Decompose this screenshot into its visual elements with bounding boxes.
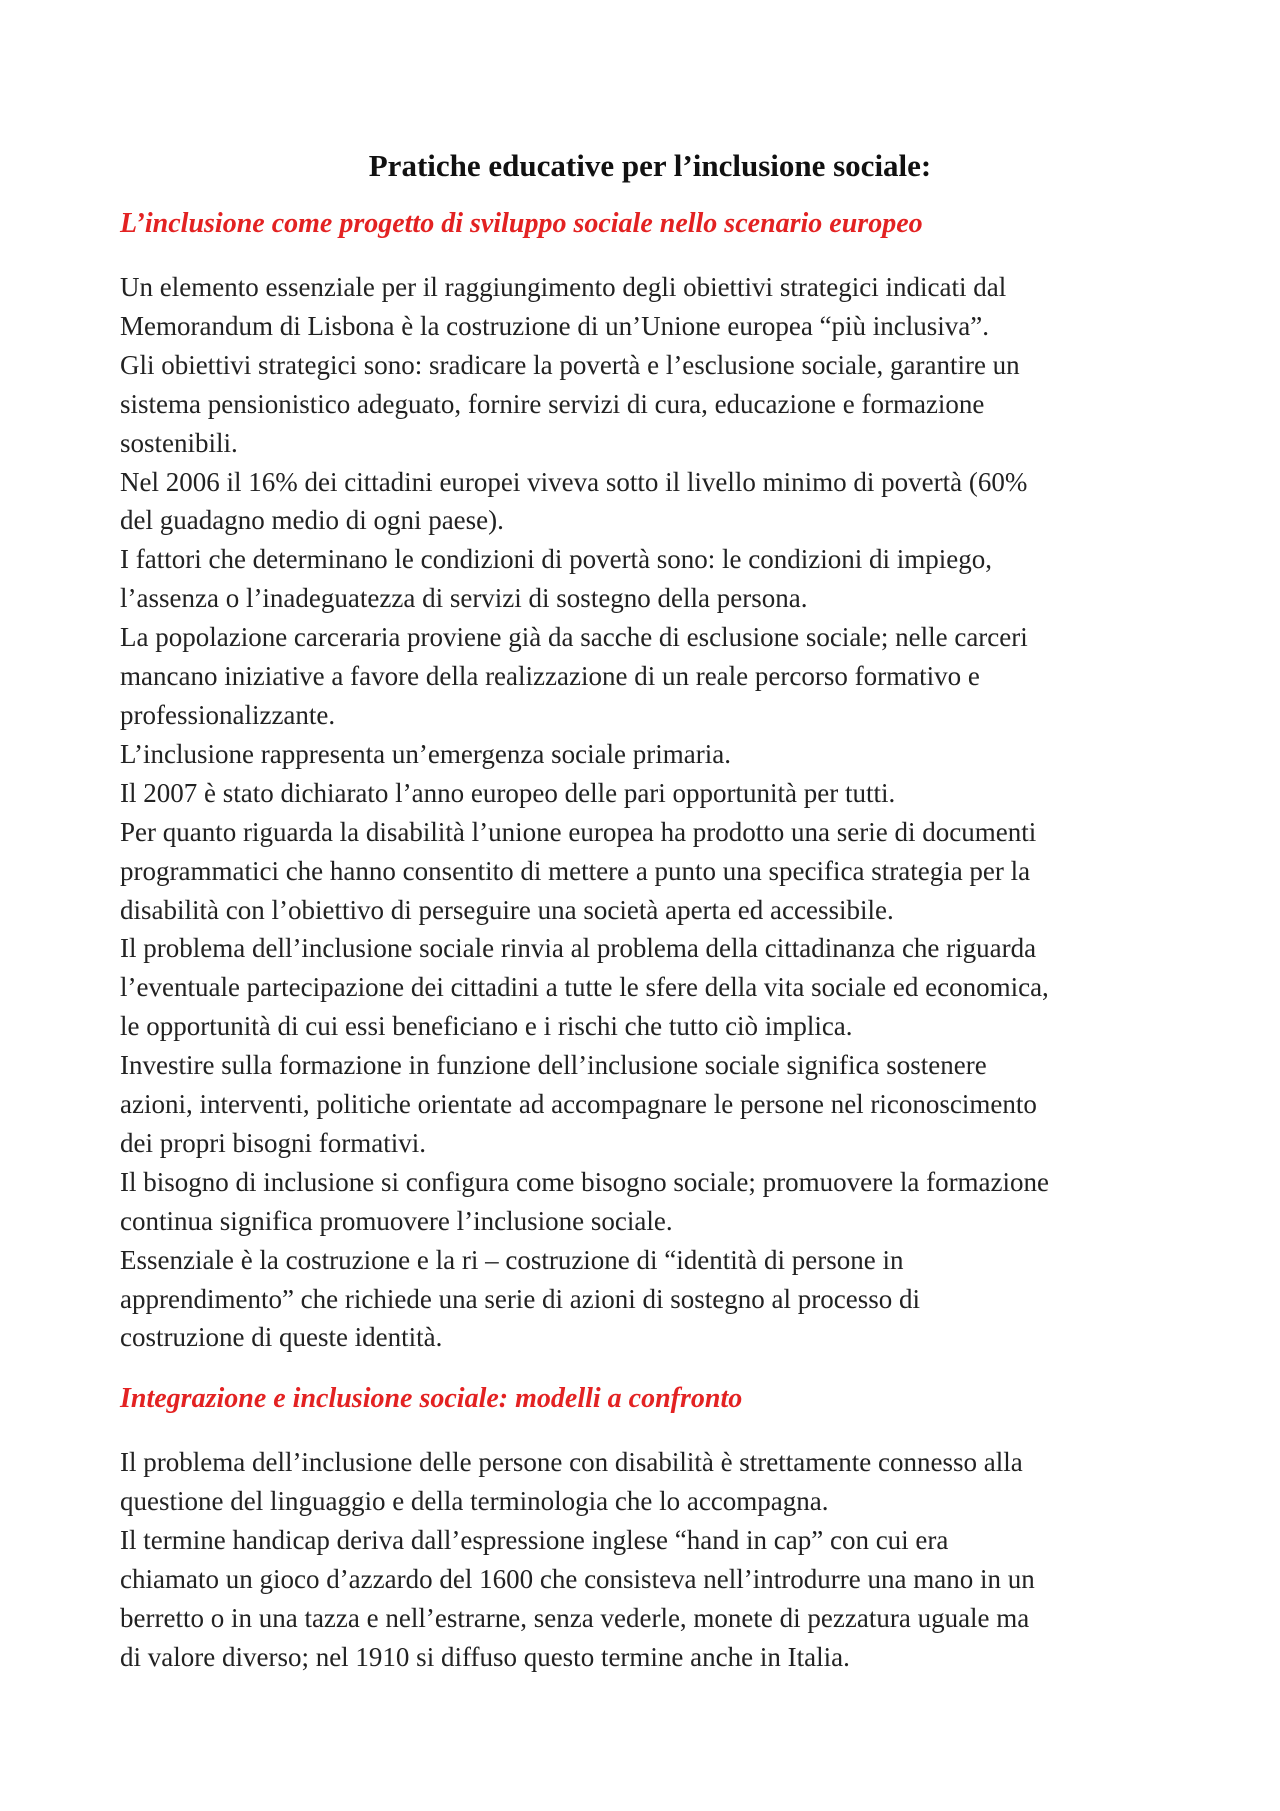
text-line: professionalizzante. — [120, 699, 336, 730]
text-line: mancano iniziative a favore della realizzazione di un reale percorso formativo e — [120, 661, 980, 692]
text-line: programmatici che hanno consentito di mettere a punto una specifica strategia per la — [120, 855, 1031, 886]
text-line: Investire sulla formazione in funzione dell’inclusione sociale significa sostenere — [120, 1050, 987, 1081]
text-line: L’inclusione rappresenta un’emergenza sociale primaria. — [120, 738, 731, 769]
text-line: azioni, interventi, politiche orientate ad accompagnare le persone nel riconoscimento — [120, 1089, 1037, 1120]
text-line: sostenibili. — [120, 427, 238, 458]
text-line: Il 2007 è stato dichiarato l’anno europeo delle pari opportunità per tutti. — [120, 777, 896, 808]
text-line: Memorandum di Lisbona è la costruzione di un’Unione europea “più inclusiva”. — [120, 310, 989, 341]
text-line: costruzione di queste identità. — [120, 1322, 443, 1353]
text-line: Nel 2006 il 16% dei cittadini europei viveva sotto il livello minimo di povertà (60% — [120, 466, 1028, 497]
text-line: Il bisogno di inclusione si configura come bisogno sociale; promuovere la formazione — [120, 1166, 1050, 1197]
text-line: chiamato un gioco d’azzardo del 1600 che consisteva nell’introdurre una mano in un — [120, 1564, 1035, 1595]
text-line: sistema pensionistico adeguato, fornire servizi di cura, educazione e formazione — [120, 388, 985, 419]
text-line: Per quanto riguarda la disabilità l’unione europea ha prodotto una serie di documenti — [120, 816, 1037, 847]
text-line: Il termine handicap deriva dall’espressione inglese “hand in cap” con cui era — [120, 1525, 949, 1556]
text-line: disabilità con l’obiettivo di perseguire una società aperta ed accessibile. — [120, 894, 894, 925]
text-line: questione del linguaggio e della terminologia che lo accompagna. — [120, 1486, 829, 1517]
text-line: Il problema dell’inclusione sociale rinvia al problema della cittadinanza che riguarda — [120, 933, 1037, 964]
text-line: apprendimento” che richiede una serie di azioni di sostegno al processo di — [120, 1283, 920, 1314]
section-body-inclusion-project — [120, 268, 1180, 1357]
text-line: Un elemento essenziale per il raggiungimento degli obiettivi strategici indicati dal — [120, 272, 1007, 302]
section-heading-integration-models: Integrazione e inclusione sociale: modelli a confronto — [120, 1383, 743, 1415]
text-line: dei propri bisogni formativi. — [120, 1127, 426, 1158]
section-body-integration-models — [120, 1443, 1180, 1676]
section-heading-inclusion-project: L’inclusione come progetto di sviluppo sociale nello scenario europeo — [120, 208, 923, 239]
document-content — [120, 146, 1180, 1677]
text-line: I fattori che determinano le condizioni di povertà sono: le condizioni di impiego, — [120, 544, 993, 575]
text-line: Gli obiettivi strategici sono: sradicare la povertà e l’esclusione sociale, garantire un — [120, 349, 1020, 380]
text-line: l’eventuale partecipazione dei cittadini a tutte le sfere della vita sociale ed economica, — [120, 972, 1049, 1003]
text-line: Essenziale è la costruzione e la ri – costruzione di “identità di persone in — [120, 1244, 904, 1275]
text-line: del guadagno medio di ogni paese). — [120, 505, 504, 536]
text-line: berretto o in una tazza e nell’estrarne, senza vederle, monete di pezzatura uguale ma — [120, 1603, 1030, 1633]
text-line: di valore diverso; nel 1910 si diffuso questo termine anche in Italia. — [120, 1641, 850, 1672]
text-line: Il problema dell’inclusione delle persone con disabilità è strettamente connesso alla — [120, 1447, 1023, 1478]
document-title: Pratiche educative per l’inclusione sociale: — [368, 148, 932, 183]
text-line: le opportunità di cui essi beneficiano e i rischi che tutto ciò implica. — [120, 1011, 853, 1042]
text-line: continua significa promuovere l’inclusione sociale. — [120, 1205, 673, 1236]
text-line: l’assenza o l’inadeguatezza di servizi di sostegno della persona. — [120, 583, 808, 614]
text-line: La popolazione carceraria proviene già da sacche di esclusione sociale; nelle carceri — [120, 622, 1028, 653]
